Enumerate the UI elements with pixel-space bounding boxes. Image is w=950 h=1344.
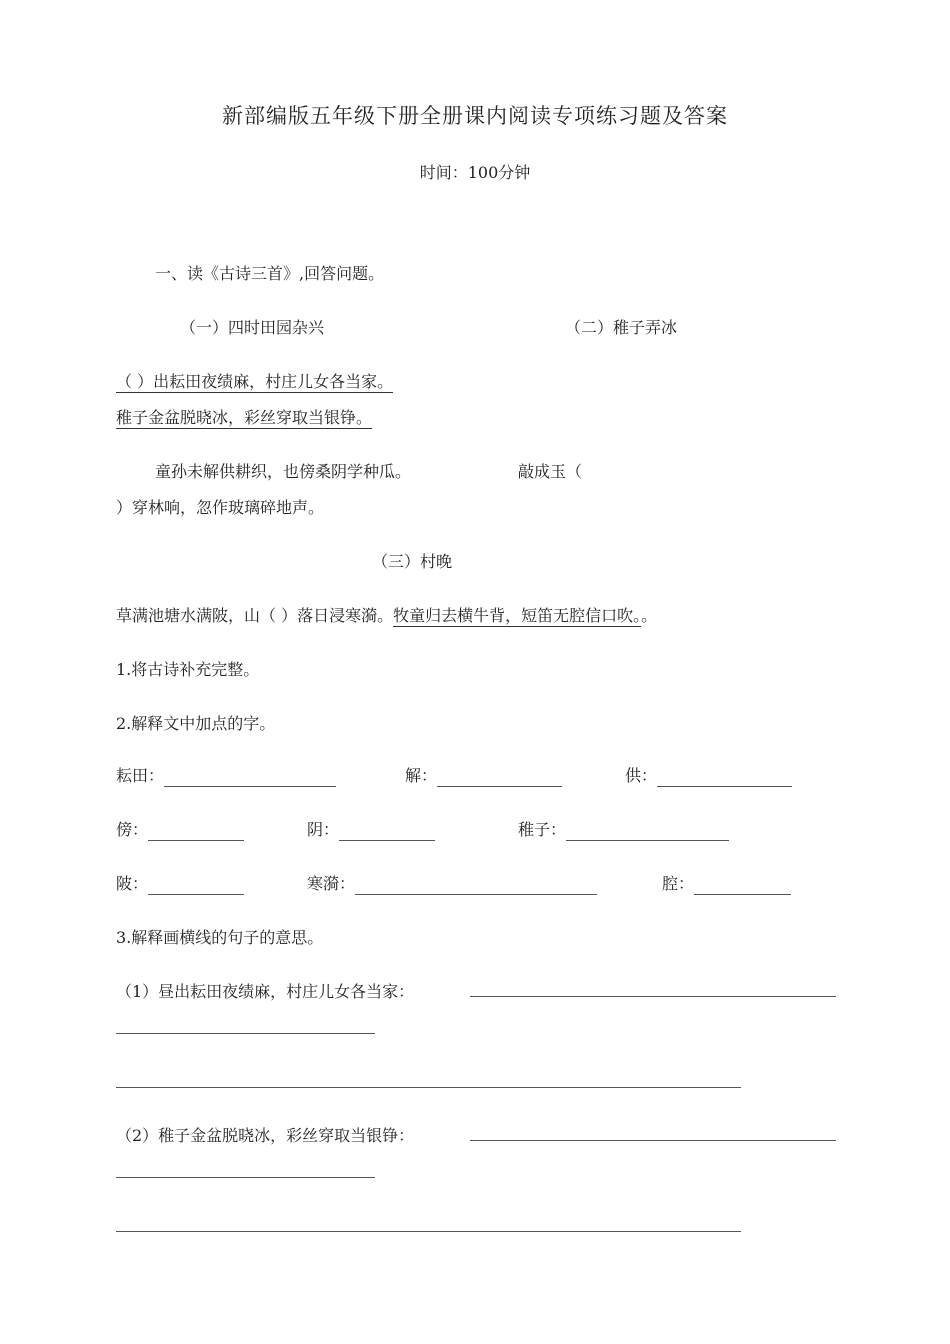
answer-blank[interactable]: [355, 876, 597, 895]
page-title: 新部编版五年级下册全册课内阅读专项练习题及答案: [222, 104, 728, 128]
question-1: 1.将古诗补充完整。: [116, 660, 260, 679]
q2-bei: 陂：: [116, 873, 244, 895]
answer-blank[interactable]: [437, 768, 562, 787]
answer-blank[interactable]: [148, 876, 244, 895]
poem2-title: （二）稚子弄冰: [565, 318, 678, 337]
q2-jie: 解：: [405, 765, 562, 787]
time-limit: 时间：100分钟: [419, 163, 531, 182]
answer-blank[interactable]: [148, 822, 244, 841]
poem2-line2-start: 敲成玉（: [518, 462, 583, 481]
answer-line[interactable]: [116, 1231, 741, 1232]
answer-blank[interactable]: [164, 768, 336, 787]
q2-zhizi: 稚子：: [518, 819, 729, 841]
poem1-line1: （ ）出耘田夜绩麻，村庄儿女各当家。: [116, 372, 394, 391]
answer-blank[interactable]: [339, 822, 435, 841]
answer-blank[interactable]: [657, 768, 792, 787]
question-3: 3.解释画横线的句子的意思。: [116, 928, 324, 947]
answer-line[interactable]: [470, 996, 836, 997]
answer-line[interactable]: [116, 1033, 375, 1034]
answer-blank[interactable]: [566, 822, 729, 841]
q2-hanyi: 寒漪：: [307, 873, 597, 895]
poem2-line1: 稚子金盆脱晓冰，彩丝穿取当银铮。: [116, 408, 373, 427]
q2-qiang: 腔：: [662, 873, 791, 895]
poem2-line2-end: ）穿林响，忽作玻璃碎地声。: [116, 498, 325, 517]
poem1-line2: 童孙未解供耕织，也傍桑阴学种瓜。: [155, 462, 412, 481]
answer-line[interactable]: [470, 1140, 836, 1141]
answer-line[interactable]: [116, 1087, 741, 1088]
question-2: 2.解释文中加点的字。: [116, 714, 276, 733]
q2-gong: 供：: [625, 765, 792, 787]
answer-line[interactable]: [116, 1177, 375, 1178]
q2-bang: 傍：: [116, 819, 244, 841]
answer-blank[interactable]: [694, 876, 791, 895]
q2-yuntian: 耘田：: [116, 765, 336, 787]
poem3-title: （三）村晚: [372, 552, 453, 571]
poem3-text: 草满池塘水满陂，山（ ）落日浸寒漪。牧童归去横牛背，短笛无腔信口吹。。: [116, 606, 658, 625]
q2-yin: 阴：: [307, 819, 435, 841]
q3-item-1: （1）昼出耘田夜绩麻，村庄儿女各当家：: [116, 982, 415, 1001]
poem1-title: （一）四时田园杂兴: [180, 318, 325, 337]
q3-item-2: （2）稚子金盆脱晓冰，彩丝穿取当银铮：: [116, 1126, 415, 1145]
section-heading: 一、读《古诗三首》,回答问题。: [155, 264, 385, 283]
